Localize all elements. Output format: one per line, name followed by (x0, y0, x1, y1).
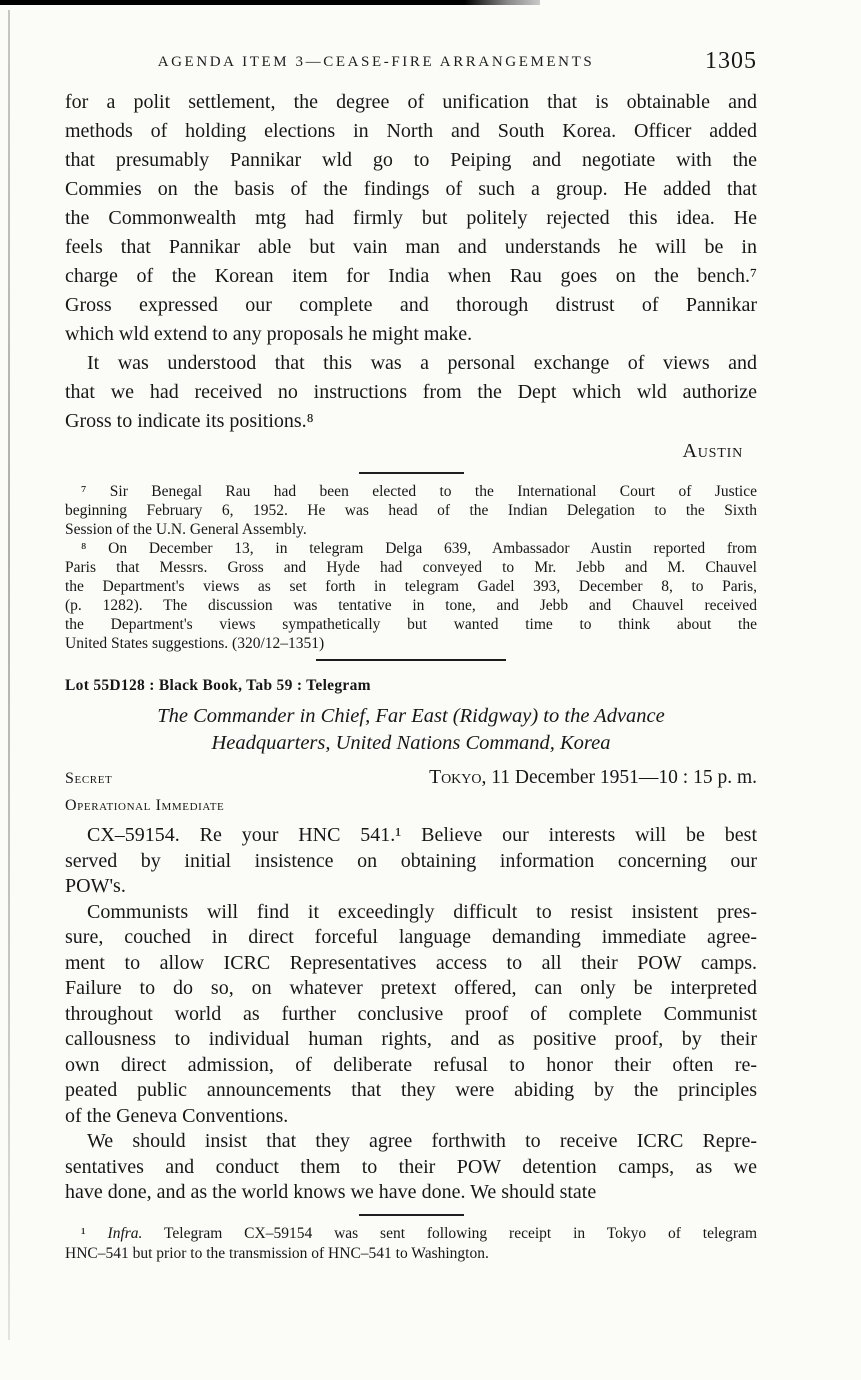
text-line: (p. 1282). The discussion was tentative in tone, and Jebb and Chauvel received (65, 597, 757, 614)
text-line: that presumably Pannikar wld go to Peiping and negotiate with the (65, 149, 757, 171)
paragraph (65, 482, 757, 539)
precedence-label: Operational Immediate (65, 797, 225, 814)
text-line: the Department's views sympathetically but wanted time to think about the (65, 616, 757, 633)
text-line: for a polit settlement, the degree of unification that is obtainable and (65, 91, 757, 113)
paragraph (65, 539, 757, 653)
dateline (429, 767, 757, 789)
footnote-italic-lead: Infra. (107, 1224, 143, 1242)
text-line: United States suggestions. (320/12–1351) (65, 635, 325, 652)
text-line: sure, couched in direct forceful language demanding immediate agree- (65, 926, 757, 948)
text-line: callousness to individual human rights, and as positive proof, by their (65, 1028, 757, 1050)
running-header (65, 48, 757, 80)
page-number: 1305 (705, 48, 757, 74)
text-line: Paris that Messrs. Gross and Hyde had conveyed to Mr. Jebb and M. Chauvel (65, 559, 757, 576)
text-line: served by initial insistence on obtaining information concerning our (65, 849, 757, 872)
footnote-marker: ¹ (81, 1224, 108, 1242)
text-line: Failure to do so, on whatever pretext offered, can only be interpreted (65, 977, 757, 999)
text-line: the Department's views as set forth in telegram Gadel 393, December 8, to Paris, (65, 578, 757, 595)
text-line: charge of the Korean item for India when Rau goes on the bench.⁷ (65, 265, 757, 287)
text-line: ⁷ Sir Benegal Rau had been elected to the International Court of Justice (81, 483, 757, 500)
text-line (65, 1224, 757, 1244)
paragraph (65, 900, 757, 1130)
text-line: Gross expressed our complete and thorough distrust of Pannikar (65, 294, 757, 316)
running-header-title: AGENDA ITEM 3—CEASE-FIRE ARRANGEMENTS (157, 54, 595, 70)
text-line: own direct admission, of deliberate refusal to honor their often re- (65, 1053, 757, 1076)
dateline-datetime: , 11 December 1951—10 : 15 p. m. (481, 767, 757, 788)
signature: Austin (682, 440, 743, 462)
source-note: Lot 55D128 : Black Book, Tab 59 : Telegram (65, 677, 371, 694)
document-1-footnotes (65, 482, 757, 653)
text-line: have done, and as the world knows we have done. We should state (65, 1181, 597, 1203)
text-line: Commies on the basis of the findings of such a group. He added that (65, 178, 757, 200)
paragraph (65, 1129, 757, 1206)
text-line: peated public announcements that they were abiding by the principles (65, 1079, 757, 1101)
paragraph (65, 88, 757, 349)
text-line: POW's. (65, 875, 126, 897)
text-line: that we had received no instructions from the Dept which wld authorize (65, 381, 757, 403)
text-line: sentatives and conduct them to their POW detention camps, as we (65, 1155, 757, 1178)
text-line: The Commander in Chief, Far East (Ridgway) to the Advance (157, 705, 665, 727)
text-line: Headquarters, United Nations Command, Korea (211, 732, 611, 754)
document-2-footnote (65, 1224, 757, 1264)
page-content (65, 0, 757, 1264)
text-line: feels that Pannikar able but vain man and understands he will be in (65, 236, 757, 258)
document-title (65, 703, 757, 757)
dateline-place: Tokyo (429, 767, 482, 788)
classification-dateline-row (65, 767, 757, 789)
text-line: Session of the U.N. General Assembly. (65, 521, 307, 538)
text-line: HNC–541 but prior to the transmission of HNC–541 to Washington. (65, 1244, 489, 1262)
text-line: throughout world as further conclusive proof of complete Communist (65, 1002, 757, 1025)
footnote-text: Telegram CX–59154 was sent following receipt in Tokyo of telegram (142, 1224, 757, 1242)
text-line: We should insist that they agree forthwith to receive ICRC Repre- (87, 1130, 757, 1152)
text-line: It was understood that this was a personal exchange of views and (87, 352, 757, 374)
text-line: CX–59154. Re your HNC 541.¹ Believe our interests will be best (87, 824, 757, 846)
document-2-body (65, 823, 757, 1206)
text-line: ⁸ On December 13, in telegram Delga 639, Ambassador Austin reported from (81, 540, 757, 557)
scan-artifact-left-edge (8, 10, 10, 1340)
text-line: Gross to indicate its positions.⁸ (65, 410, 314, 432)
section-divider (316, 659, 506, 661)
text-line: methods of holding elections in North and South Korea. Officer added (65, 120, 757, 142)
footnote-rule (359, 472, 464, 474)
classification-label: Secret (65, 770, 113, 787)
paragraph (65, 823, 757, 900)
text-line: ment to allow ICRC Representatives access to all their POW camps. (65, 951, 757, 974)
text-line: which wld extend to any proposals he might make. (65, 323, 473, 345)
footnote-rule (359, 1214, 464, 1216)
text-line: of the Geneva Conventions. (65, 1104, 289, 1127)
text-line: the Commonwealth mtg had firmly but politely rejected this idea. He (65, 207, 757, 229)
text-line: beginning February 6, 1952. He was head of the Indian Delegation to the Sixth (65, 502, 757, 519)
text-line: Communists will find it exceedingly difficult to resist insistent pres- (87, 900, 757, 923)
document-1-body (65, 88, 757, 436)
paragraph (65, 349, 757, 436)
